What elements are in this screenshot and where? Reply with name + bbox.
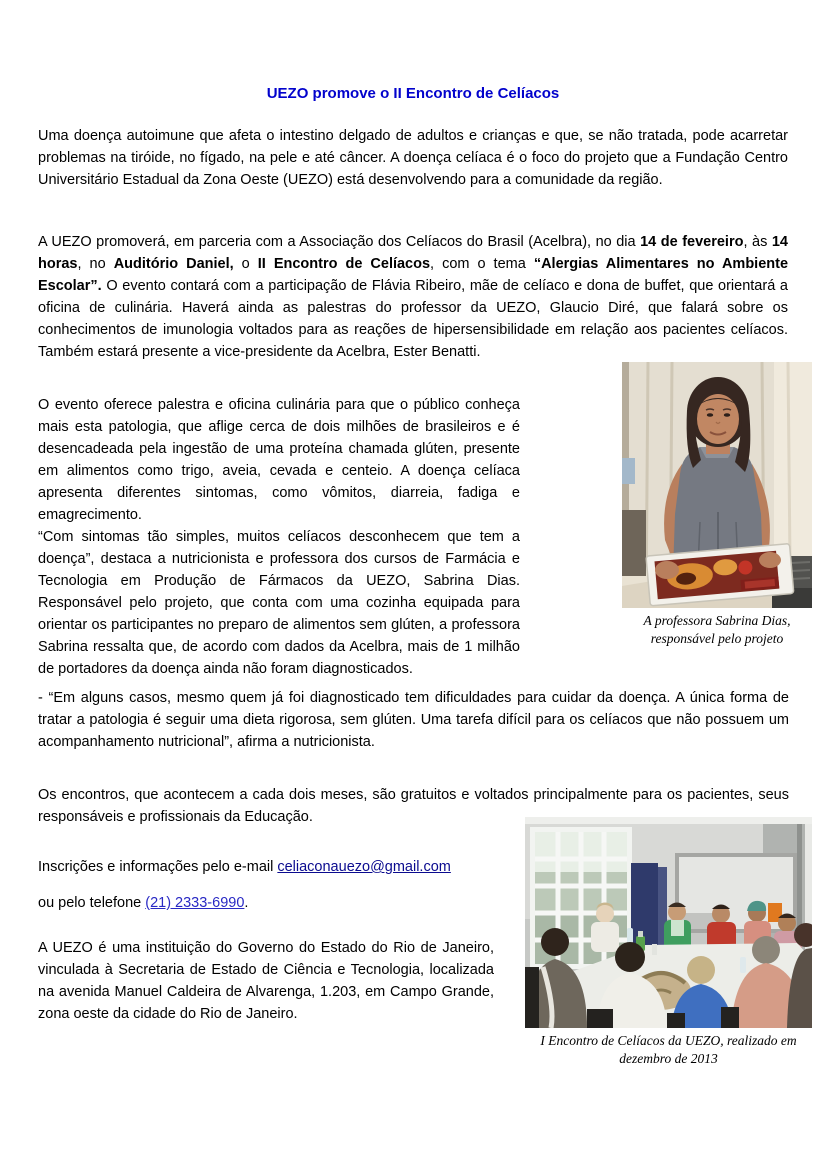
paragraph-quote-sabrina: “Com sintomas tão simples, muitos celíacos desconhecem que tem a doença”, destaca a nutricionista e professora dos cursos de Farmácia e Tecnologia em Produção de Fármacos da UEZO, Sabrina Dias. Responsável pelo projeto, que conta com uma cozinha equipada para orientar os participantes no preparo de alimentos sem glúten, a professora Sabrina ressalta que, de acordo com dados da Acelbra, mais de 1 milhão de portadores da doença ainda não foram diagnosticados. bbox=[38, 529, 520, 677]
paragraph-event-offer: O evento oferece palestra e oficina culinária para que o público conheça mais esta patologia, que aflige cerca de dois milhões de brasileiros e é desencadeada pela ingestão de uma proteína chamada glúten, presente em alimentos como trigo, aveia, cevada e centeio. A doença celíaca apresenta diferentes sintomas, como vômitos, diarreia, fadiga e emagrecimento. bbox=[38, 397, 520, 523]
paragraph-meetings-info: Os encontros, que acontecem a cada dois meses, são gratuitos e voltados principalmente para os pacientes, seus responsáveis e profissionais da Educação. bbox=[38, 787, 789, 825]
paragraph-intro: Uma doença autoimune que afeta o intestino delgado de adultos e crianças e que, se não tratada, pode acarretar problemas na tiróide, no fígado, na pele e até câncer. A doença celíaca é o foco do projeto que a Fundação Centro Universitário Estadual da Zona Oeste (UEZO) está desenvolvendo para a comunidade da região. bbox=[38, 128, 788, 188]
contact-text-before-email: Inscrições e informações pelo e-mail bbox=[38, 859, 278, 875]
figure-meeting-room bbox=[525, 817, 812, 1068]
photo-sabrina-dias-icon bbox=[622, 362, 812, 608]
caption-meeting: I Encontro de Celíacos da UEZO, realizado em dezembro de 2013 bbox=[540, 1033, 797, 1066]
contact-text-before-phone: ou pelo telefone bbox=[38, 895, 146, 911]
contact-text-after-phone: . bbox=[244, 895, 249, 911]
email-link[interactable]: celiaconauezo@gmail.com bbox=[277, 859, 451, 875]
photo-meeting-room-icon bbox=[525, 817, 812, 1028]
paragraph-contact bbox=[38, 849, 578, 921]
phone-link[interactable]: (21) 2333-6990 bbox=[145, 895, 245, 911]
caption-sabrina: A professora Sabrina Dias, responsável pelo projeto bbox=[643, 613, 791, 646]
figure-sabrina-dias bbox=[622, 362, 812, 648]
paragraph-uezo-description: A UEZO é uma instituição do Governo do Estado do Rio de Janeiro, vinculada à Secretaria de Estado de Ciência e Tecnologia, localizada na avenida Manuel Caldeira de Alvarenga, 1.203, em Campo Grande, zona oeste da cidade do Rio de Janeiro. bbox=[38, 940, 494, 1022]
paragraph-event-details: A UEZO promoverá, em parceria com a Associação dos Celíacos do Brasil (Acelbra), no dia 14 de fevereiro, às 14 horas, no Auditório Daniel, o II Encontro de Celíacos, com o tema “Alergias Alimentares no Ambiente Escolar”. O evento contará com a participação de Flávia Ribeiro, mãe de celíaco e dona de buffet, que orientará a oficina de culinária. Haverá ainda as palestras do professor da UEZO, Glaucio Diré, que falará sobre os conhecimentos de imunologia voltados para as reações de hipersensibilidade em relação aos pacientes celíacos. Também estará presente a vice-presidente da Acelbra, Ester Benatti. bbox=[38, 234, 789, 360]
page-title: UEZO promove o II Encontro de Celíacos bbox=[266, 85, 560, 102]
paragraph-quote-diet: - “Em alguns casos, mesmo quem já foi diagnosticado tem dificuldades para cuidar da doença. A única forma de tratar a patologia é seguir uma dieta rigorosa, sem glúten. Uma tarefa difícil para os celíacos que não possuem um acompanhamento nutricional”, afirma a nutricionista. bbox=[38, 690, 789, 750]
